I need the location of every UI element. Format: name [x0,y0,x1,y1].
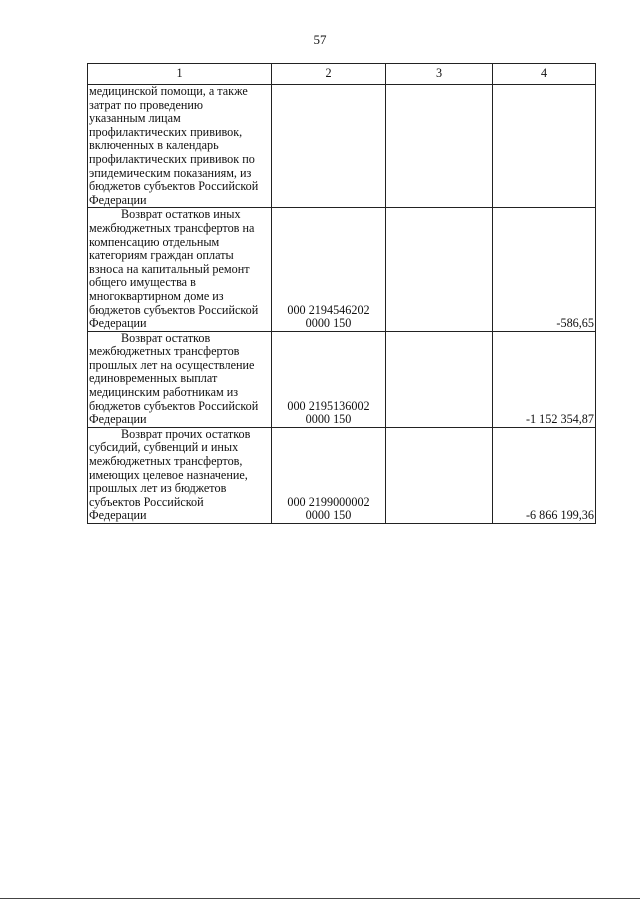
row-code-line: 000 2195136002 [287,398,370,413]
row-name-line: Федерации [89,192,147,207]
column-header: 1 [88,64,272,85]
row-name-line: Возврат остатков [121,330,211,345]
row-name-line: профилактических прививок, [89,124,243,139]
row-name-line: общего имущества в [89,275,196,290]
table-row [88,427,596,523]
column-header: 2 [272,64,386,85]
row-name-line: единовременных выплат [89,371,218,386]
row-name-line: Федерации [89,508,147,523]
row-name-line: бюджетов субъектов Российской [89,302,259,317]
row-name-line: затрат по проведению [89,97,204,112]
row-name-line: профилактических прививок по [89,151,255,166]
table-row [88,331,596,427]
row-code-cell [272,427,386,523]
table-header-row [88,64,596,85]
column-header: 4 [493,64,596,85]
row-name-line: прошлых лет из бюджетов [89,481,227,496]
row-code-line: 000 2199000002 [287,494,370,509]
row-col3-cell [386,208,493,331]
table-row [88,208,596,331]
row-name-line: многоквартирном доме из [89,288,224,303]
page-number: 57 [313,32,327,47]
page-bottom-edge [0,898,640,899]
row-name-line: медицинским работникам из [89,385,239,400]
row-name-line: медицинской помощи, а также [89,84,248,98]
column-header: 3 [386,64,493,85]
row-name-cell [88,331,272,427]
row-code-cell [272,208,386,331]
row-col3-cell [386,331,493,427]
row-name-cell [88,85,272,208]
row-name-line: Федерации [89,412,147,427]
row-name-line: межбюджетных трансфертов, [89,454,243,469]
row-name-cell [88,208,272,331]
row-name-line: категориям граждан оплаты [89,248,234,263]
row-code-line: 0000 150 [305,412,352,427]
row-name-line: Возврат остатков иных [121,207,241,222]
budget-table [87,63,596,524]
row-name-line: субсидий, субвенций и иных [89,440,239,455]
row-code-cell [272,85,386,208]
row-name-line: Возврат прочих остатков [121,426,251,441]
row-name-line: субъектов Российской [89,494,204,509]
row-name-line: прошлых лет на осуществление [89,357,255,372]
row-name-line: включенных в календарь [89,138,219,153]
row-amount-cell: -586,65 [493,208,596,331]
row-name-line: бюджетов субъектов Российской [89,398,259,413]
row-amount-cell: -6 866 199,36 [493,427,596,523]
row-name-cell [88,427,272,523]
row-name-line: указанным лицам [89,111,181,126]
row-name-line: взноса на капитальный ремонт [89,261,250,276]
row-name-line: бюджетов субъектов Российской [89,179,259,194]
row-name-line: компенсацию отдельным [89,234,220,249]
row-code-line: 0000 150 [305,508,352,523]
row-name-line: имеющих целевое назначение, [89,467,248,482]
row-code-line: 0000 150 [305,316,352,331]
row-name-line: эпидемическим показаниям, из [89,165,252,180]
row-amount-cell: -1 152 354,87 [493,331,596,427]
row-name-line: Федерации [89,316,147,331]
row-name-line: межбюджетных трансфертов [89,344,240,359]
row-code-line: 000 2194546202 [287,302,370,317]
row-col3-cell [386,85,493,208]
row-amount-cell [493,85,596,208]
row-code-cell [272,331,386,427]
table-row [88,85,596,208]
row-name-line: межбюджетных трансфертов на [89,220,255,235]
row-col3-cell [386,427,493,523]
